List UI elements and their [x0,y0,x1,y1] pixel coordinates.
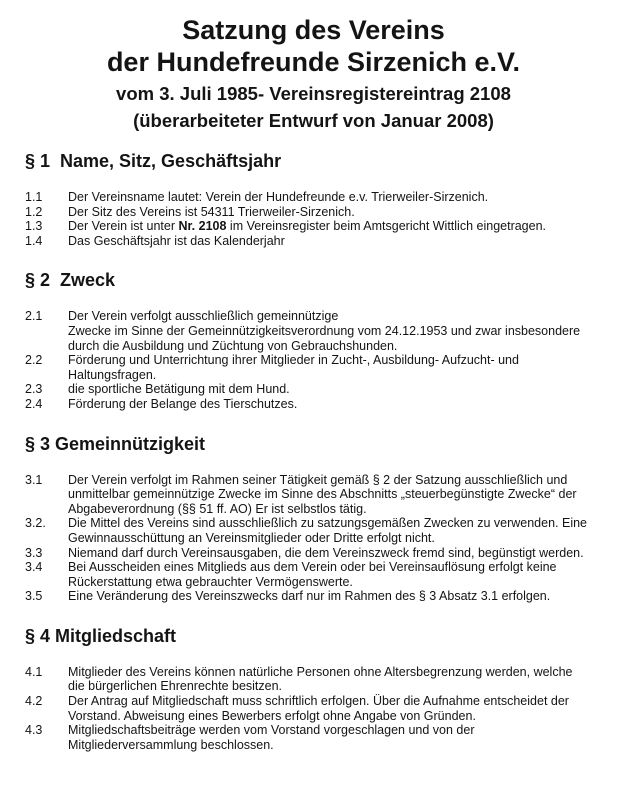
text-line: Förderung und Unterrichtung ihrer Mitglieder in Zucht-, Ausbildung- Aufzucht- und [68,353,519,368]
text-line: Das Geschäftsjahr ist das Kalenderjahr [68,233,285,248]
section-3-heading: § 3 Gemeinnützigkeit [25,433,206,454]
text-line: die sportliche Betätigung mit dem Hund. [68,382,290,397]
list-item [25,473,602,517]
text-line: Gewinnausschüttung an Vereinsmitglieder oder Dritte erfolgt nicht. [68,530,435,545]
item-text [68,546,602,561]
text-line: Die Mittel des Vereins sind ausschließlich zu satzungsgemäßen Zwecken zu verwenden. Eine [68,516,588,531]
document-subtitle-line-1: vom 3. Juli 1985- Vereinsregistereintrag 2108 [116,83,511,104]
item-number: 1.2 [25,204,43,219]
section-4-heading: § 4 Mitgliedschaft [25,625,177,646]
section-4 [25,626,602,753]
section-2-heading: § 2 Zweck [25,270,116,291]
text-line: Der Sitz des Vereins ist 54311 Trierweiler-Sirzenich. [68,204,355,219]
list-item [25,546,602,561]
text-fragment: im Vereinsregister beim Amtsgericht Wittlich eingetragen. [226,219,547,234]
text-line: Der Vereinsname lautet: Verein der Hundefreunde e.v. Trierweiler-Sirzenich. [68,190,489,204]
item-number: 1.4 [25,233,43,248]
item-text [68,516,602,545]
list-item [25,560,602,589]
item-text [68,694,602,723]
text-line: Der Verein verfolgt im Rahmen seiner Tätigkeit gemäß § 2 der Satzung ausschließlich und [68,472,568,487]
text-line: Bei Ausscheiden eines Mitglieds aus dem Verein oder bei Vereinsauflösung erfolgt keine [68,560,557,575]
text-line: Eine Veränderung des Vereinszwecks darf nur im Rahmen des § 3 Absatz 3.1 erfolgen. [68,589,551,604]
list-item [25,205,602,220]
text-line: Mitgliedschaftsbeiträge werden vom Vorstand vorgeschlagen und von der [68,723,475,738]
item-number: 3.2. [25,516,46,531]
item-number: 2.1 [25,309,43,324]
text-line: die bürgerlichen Ehrenrechte besitzen. [68,679,283,694]
list-item [25,234,602,249]
list-item [25,382,602,397]
item-number: 4.2 [25,694,43,709]
item-text [68,353,602,382]
item-text [68,219,602,234]
item-number: 3.1 [25,472,43,487]
item-number: 3.5 [25,589,43,604]
item-number: 4.1 [25,664,43,679]
item-number: 1.3 [25,219,43,234]
registry-number-bold: Nr. 2108 [178,219,227,234]
list-item [25,516,602,545]
text-line: Der Verein verfolgt ausschließlich gemeinnützige [68,309,339,324]
item-text [68,234,602,249]
text-line: Förderung der Belange des Tierschutzes. [68,396,298,411]
text-line: Rückerstattung etwa gebrauchter Vermögenswerte. [68,574,353,589]
document-title-block [25,14,602,132]
text-line: Niemand darf durch Vereinsausgaben, die dem Vereinszweck fremd sind, begünstigt werden. [68,545,584,560]
list-item [25,309,602,353]
item-number: 2.2 [25,353,43,368]
item-number: 2.3 [25,382,43,397]
text-line: unmittelbar gemeinnützige Zwecke im Sinne des Abschnitts „steuerbegünstigte Zwecke“ der [68,487,577,502]
text-line: Der Antrag auf Mitgliedschaft muss schriftlich erfolgen. Über die Aufnahme entscheidet der [68,694,569,709]
item-text [68,723,602,752]
list-item [25,665,602,694]
item-text [68,560,602,589]
text-line: Vorstand. Abweisung eines Bewerbers erfolgt ohne Angabe von Gründen. [68,708,476,723]
text-line [68,219,602,234]
item-text [68,473,602,517]
list-item [25,190,602,205]
list-item [25,219,602,234]
document-subtitle-line-2: (überarbeiteter Entwurf von Januar 2008) [133,110,494,131]
text-line: Mitglieder des Vereins können natürliche Personen ohne Altersbegrenzung werden, welche [68,664,573,679]
item-number: 4.3 [25,723,43,738]
section-2 [25,270,602,411]
item-number: 2.4 [25,396,43,411]
section-1-heading: § 1 Name, Sitz, Geschäftsjahr [25,151,282,171]
item-text [68,382,602,397]
list-item [25,353,602,382]
item-number: 3.3 [25,545,43,560]
item-number: 3.4 [25,560,43,575]
section-1 [25,151,602,248]
item-text [68,309,602,353]
document-title-line-2: der Hundefreunde Sirzenich e.V. [106,47,521,77]
section-3 [25,434,602,604]
text-line: Mitgliederversammlung beschlossen. [68,737,274,752]
item-number: 1.1 [25,190,43,204]
text-line: Abgabeverordnung (§§ 51 ff. AO) Er ist selbstlos tätig. [68,501,367,516]
list-item [25,723,602,752]
list-item [25,694,602,723]
document-title-line-1: Satzung des Vereins [182,15,445,45]
item-text [68,397,602,412]
text-line: durch die Ausbildung und Züchtung von Gebrauchshunden. [68,338,398,353]
text-line: Haltungsfragen. [68,367,157,382]
list-item [25,589,602,604]
item-text [68,589,602,604]
text-line: Zwecke im Sinne der Gemeinnützigkeitsverordnung vom 24.12.1953 und zwar insbesondere [68,323,581,338]
item-text [68,190,602,205]
item-text [68,205,602,220]
text-fragment: Der Verein ist unter [68,219,179,234]
item-text [68,665,602,694]
list-item [25,397,602,412]
